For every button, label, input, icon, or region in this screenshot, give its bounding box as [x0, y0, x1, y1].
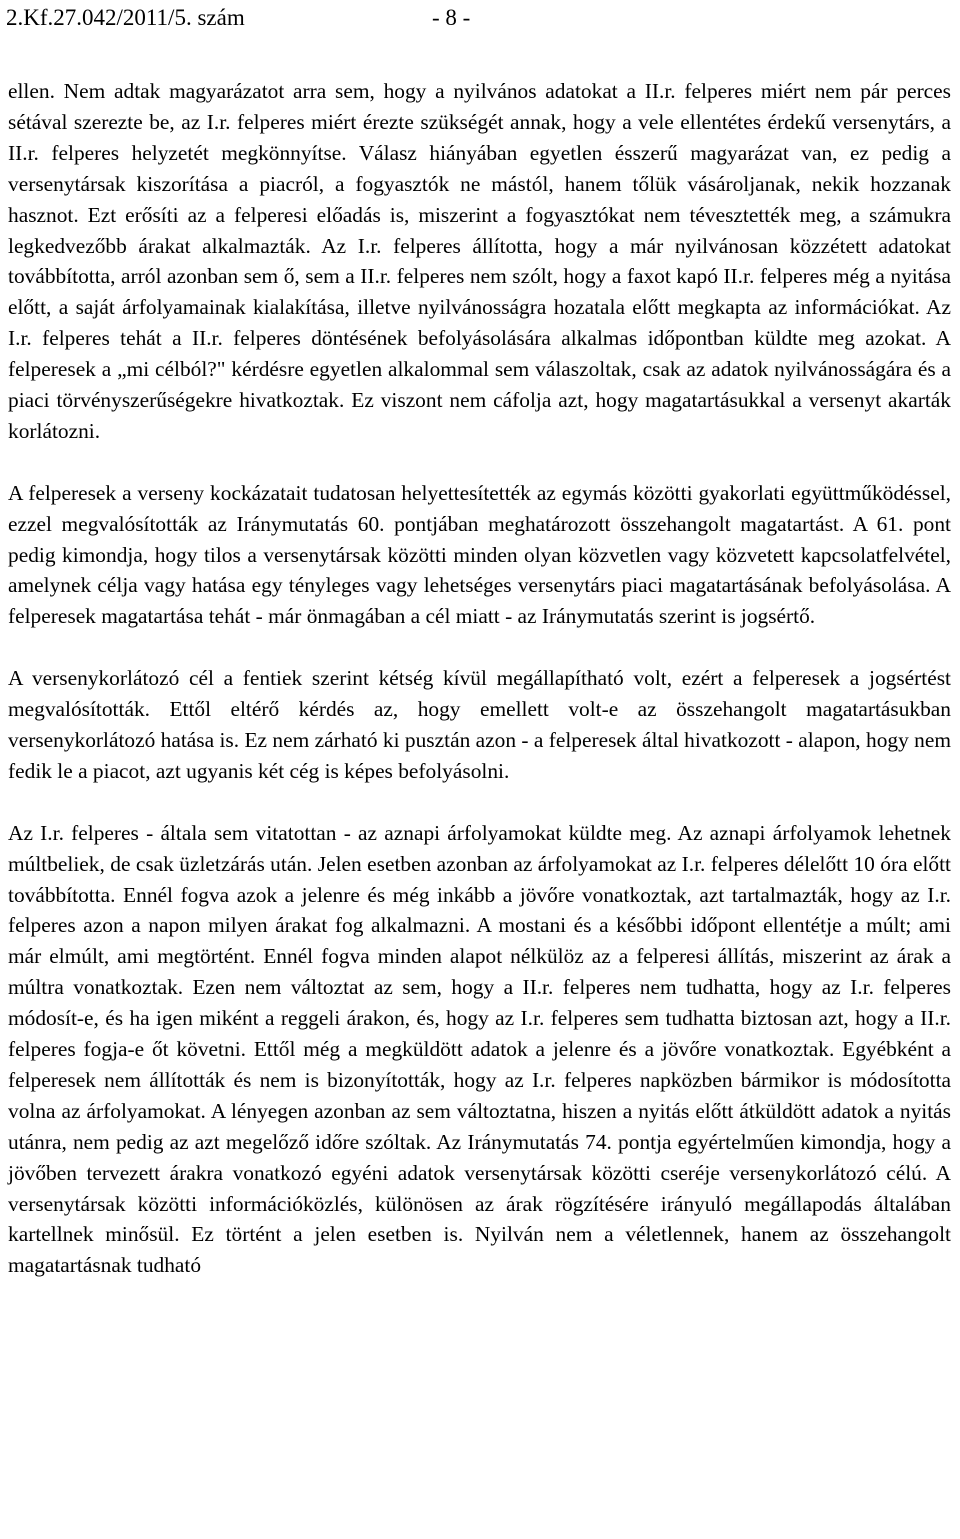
paragraph: ellen. Nem adtak magyarázatot arra sem, hogy a nyilvános adatokat a II.r. felperes miért nem pár perces sétával szerezte be, az I.r. felperes miért érezte szükségét annak, hogy a vele ellentétes érdekű versenytárs, a II.r. felperes helyzetét megkönnyítse. Válasz hiányában egyetlen ésszerű magyarázat van, ez pedig a versenytársak kiszorítása a piacról, a fogyasztók ne mástól, hanem tőlük vásároljanak, nekik hozzanak hasznot. Ezt erősíti az a felperesi előadás is, miszerint a fogyasztókat nem tévesztették meg, a számukra legkedvezőbb árakat alkalmazták. Az I.r. felperes állította, hogy a már nyilvánosan közzétett adatokat továbbította, arról azonban sem ő, sem a II.r. felperes nem szólt, hogy a faxot kapó II.r. felperes még a nyitása előtt, a saját árfolyamainak kialakítása, illetve nyilvánosságra hozatala előtt megkapta az információkat. Az I.r. felperes tehát a II.r. felperes döntésének befolyásolására alkalmas időpontban küldte meg azokat. A felperesek a „mi célból?" kérdésre egyetlen alkalommal sem válaszoltak, csak az adatok nyilvánosságára és a piaci törvényszerűségekre hivatkoztak. Ez viszont nem cáfolja azt, hogy magatartásukkal a versenyt akarták korlátozni.	[8, 79, 951, 443]
case-number: 2.Kf.27.042/2011/5. szám	[6, 5, 245, 30]
page-number: - 8 -	[432, 5, 471, 30]
paragraph: A versenykorlátozó cél a fentiek szerint kétség kívül megállapítható volt, ezért a felperesek a jogsértést megvalósították. Ettől eltérő kérdés az, hogy emellett volt-e az összehangolt magatartásukban versenykorlátozó hatása is. Ez nem zárható ki pusztán azon - a felperesek által hivatkozott - alapon, hogy nem fedik le a piacot, azt ugyanis két cég is képes befolyásolni.	[8, 666, 951, 783]
paragraph: Az I.r. felperes - általa sem vitatottan - az aznapi árfolyamokat küldte meg. Az aznapi árfolyamok lehetnek múltbeliek, de csak üzletzárás után. Jelen esetben azonban az árfolyamokat az I.r. felperes délelőtt 10 óra előtt továbbította. Ennél fogva azok a jelenre és még inkább a jövőre vonatkoztak, azt tartalmazták, hogy az I.r. felperes azon a napon milyen árakat fog alkalmazni. A mostani és a későbbi időpont ellentétje a múlt; ami már elmúlt, ami megtörtént. Ennél fogva minden alapot nélkülöz az a felperesi állítás, miszerint az árak a múltra vonatkoztak. Ezen nem változtat az sem, hogy a II.r. felperes nem tudhatta, hogy az I.r. felperes módosít-e, és ha igen miként a reggeli árakon, és, hogy az I.r. felperes sem tudhatta biztosan azt, hogy a II.r. felperes fogja-e őt követni. Ettől még a megküldött adatok a jelenre és a jövőre vonatkoztak. Egyébként a felperesek nem állították és nem is bizonyították, hogy az I.r. felperes napközben bármikor is módosította volna az árfolyamokat. A lényegen azonban az sem változtatna, hiszen a nyitás előtt átküldött adatok a nyitás utánra, nem pedig az azt megelőző időre szóltak. Az Iránymutatás 74. pontja egyértelműen kimondja, hogy a jövőben tervezett árakra vonatkozó egyéni adatok versenytársak közötti cseréje versenykorlátozó célú. A versenytársak közötti információközlés, különösen az árak rögzítésére irányuló megállapodás általában kartellnek minősül. Ez történt a jelen esetben is. Nyilván nem a véletlennek, hanem az összehangolt magatartásnak tudható	[8, 820, 951, 1278]
paragraph: A felperesek a verseny kockázatait tudatosan helyettesítették az egymás közötti gyakorlati együttműködéssel, ezzel megvalósították az Iránymutatás 60. pontjában meghatározott összehangolt magatartást. A 61. pont pedig kimondja, hogy tilos a versenytársak közötti minden olyan közvetlen vagy közvetett kapcsolatfelvétel, amelynek célja vagy hatása egy tényleges vagy lehetséges versenytárs piaci magatartásának befolyásolása. A felperesek magatartása tehát - már önmagában a cél miatt - az Iránymutatás szerint is jogsértő.	[8, 480, 951, 629]
document-body	[8, 76, 951, 1281]
page-header	[0, 3, 960, 37]
